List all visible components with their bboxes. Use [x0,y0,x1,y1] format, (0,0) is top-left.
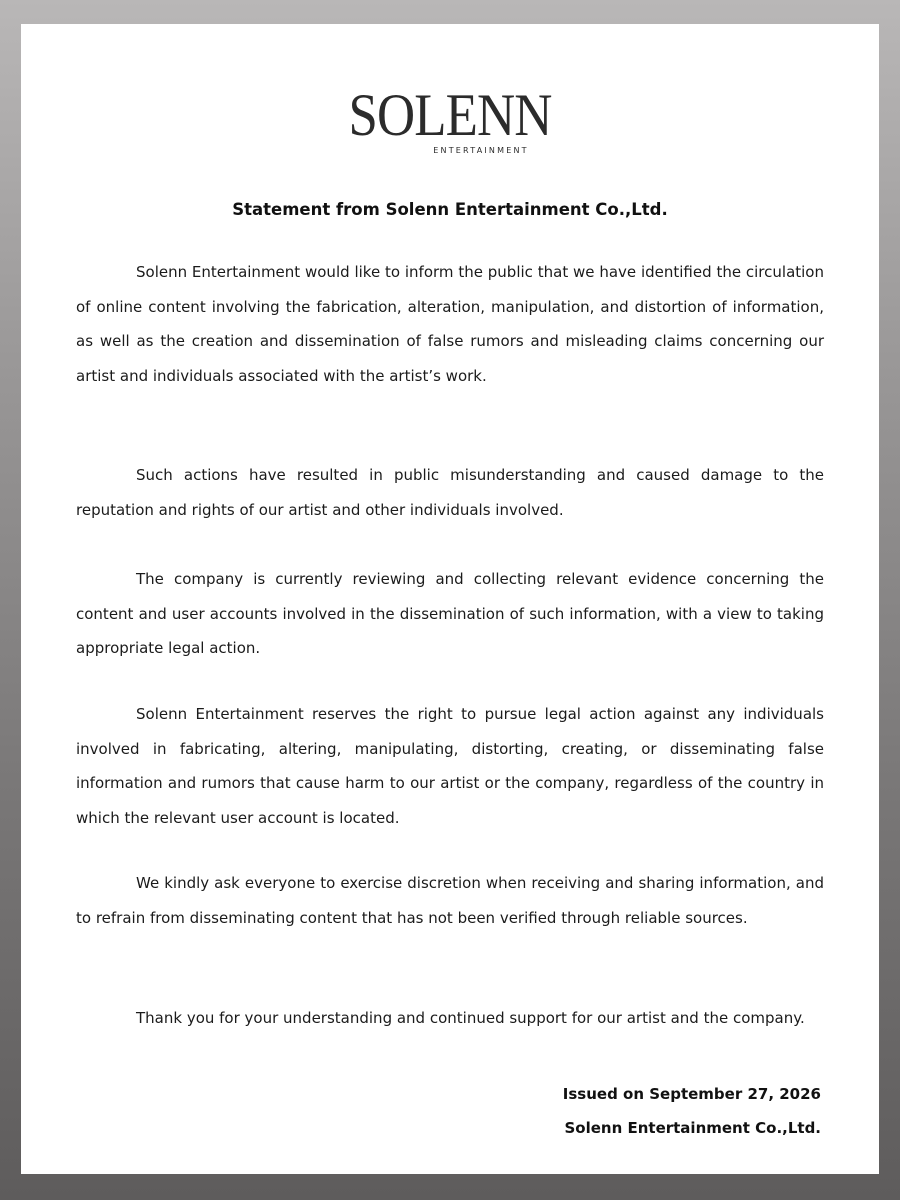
company-logo [21,82,879,155]
statement-paragraph: We kindly ask everyone to exercise discretion when receiving and sharing information, and to refrain from disseminating content that has not been verified through reliable sources. [76,874,824,927]
logo-subtitle: ENTERTAINMENT [433,146,529,155]
logo-wordmark: SOLENN [348,82,552,148]
signoff-block [563,1077,821,1145]
statement-title: Statement from Solenn Entertainment Co.,Ltd. [232,200,668,219]
statement-paragraph: Solenn Entertainment reserves the right to pursue legal action against any individuals involved in fabricating, altering, manipulating, distorting, creating, or disseminating false information and rumors that cause harm to our artist or the company, regardless of the country in which the relevant user account is located. [76,705,824,827]
statement-paragraph: Thank you for your understanding and continued support for our artist and the company. [136,1009,805,1027]
company-signature: Solenn Entertainment Co.,Ltd. [564,1119,821,1137]
issued-date: Issued on September 27, 2026 [562,1085,821,1103]
statement-paragraph: Such actions have resulted in public misunderstanding and caused damage to the reputation and rights of our artist and other individuals involved. [76,466,824,519]
statement-document [21,24,879,1174]
statement-paragraph: Solenn Entertainment would like to inform the public that we have identified the circulation of online content involving the fabrication, alteration, manipulation, and distortion of information, as well as the creation and dissemination of false rumors and misleading claims concerning our artist and individuals associated with the artist’s work. [76,263,824,385]
statement-paragraph: The company is currently reviewing and collecting relevant evidence concerning the content and user accounts involved in the dissemination of such information, with a view to taking appropriate legal action. [76,570,824,657]
